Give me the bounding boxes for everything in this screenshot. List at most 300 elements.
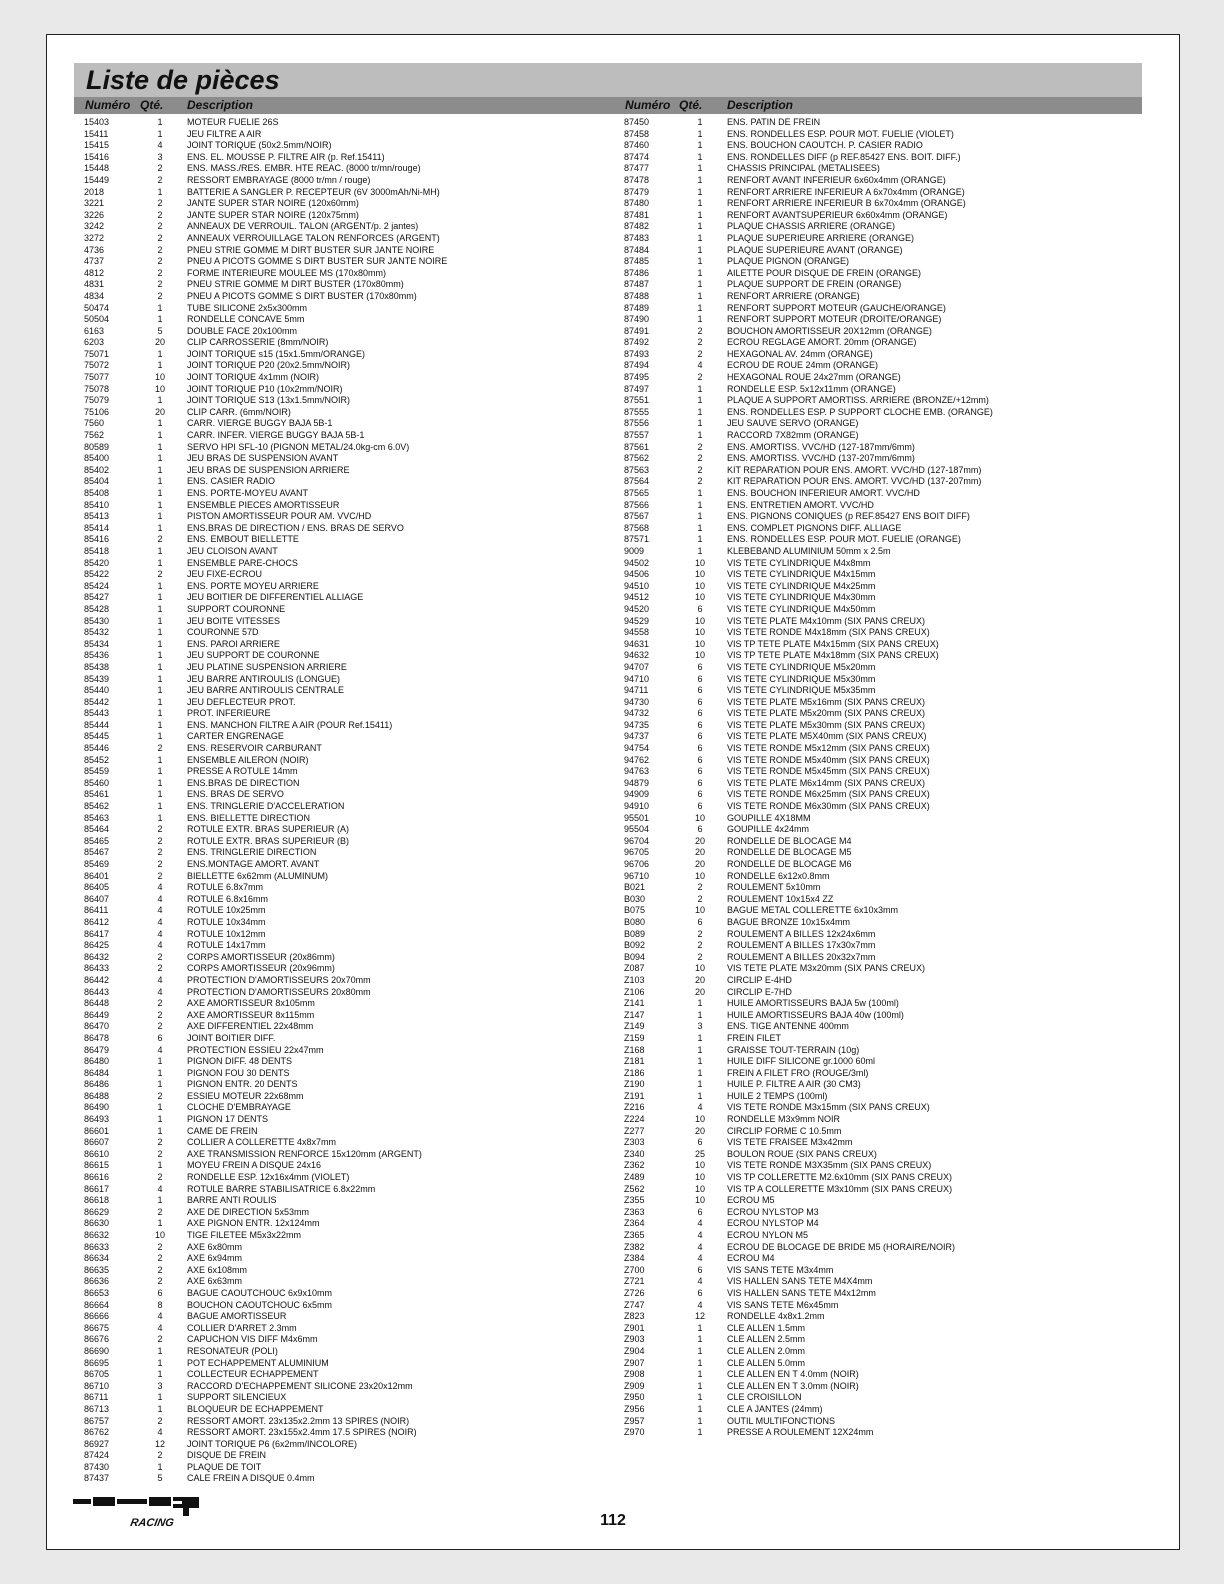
part-number: Z726	[624, 1287, 645, 1298]
part-description: JOINT BOITIER DIFF.	[187, 1032, 276, 1043]
part-row	[624, 337, 1144, 349]
part-row	[84, 1045, 584, 1057]
part-description: ENS. RONDELLES DIFF (p REF.85427 ENS. BOIT. DIFF.)	[727, 151, 961, 162]
part-description: ESSIEU MOTEUR 22x68mm	[187, 1090, 304, 1101]
part-quantity: 2	[157, 951, 163, 962]
part-description: HUILE P. FILTRE A AIR (30 CM3)	[727, 1079, 861, 1090]
part-row	[624, 233, 1144, 245]
part-row	[84, 256, 584, 268]
part-quantity: 10	[694, 1195, 705, 1206]
part-description: TUBE SILICONE 2x5x300mm	[187, 302, 308, 313]
part-description: RONDELLE CONCAVE 5mm	[187, 314, 305, 325]
part-quantity: 6	[697, 673, 703, 684]
part-row	[84, 1126, 584, 1138]
part-row	[624, 291, 1144, 303]
part-number: Z700	[624, 1264, 645, 1275]
part-row	[624, 476, 1144, 488]
part-description: BAGUE AMORTISSEUR	[187, 1311, 287, 1322]
part-description: ROTULE 10x12mm	[187, 928, 266, 939]
part-description: JEU BOITE VITESSES	[187, 615, 281, 626]
part-row	[84, 1102, 584, 1114]
part-number: 86710	[84, 1380, 110, 1391]
part-description: RONDELLE DE BLOCAGE M4	[727, 835, 852, 846]
part-number: 86711	[84, 1392, 109, 1403]
part-row	[624, 1404, 1144, 1416]
part-number: 96704	[624, 835, 650, 846]
part-row	[624, 836, 1144, 848]
part-description: GOUPILLE 4x24mm	[727, 824, 810, 835]
column-header-bar	[74, 97, 1142, 114]
part-number: 94910	[624, 801, 650, 812]
part-row	[84, 1288, 584, 1300]
part-quantity: 1	[157, 661, 163, 672]
part-row	[624, 789, 1144, 801]
part-description: PLAQUE CHASSIS ARRIERE (ORANGE)	[727, 221, 896, 232]
part-quantity: 1	[697, 174, 703, 185]
part-quantity: 2	[157, 198, 163, 209]
part-description: VIS TETE PLATE M5x20mm (SIX PANS CREUX)	[727, 708, 926, 719]
part-number: 86433	[84, 963, 110, 974]
part-number: 86407	[84, 893, 110, 904]
part-number: 4812	[84, 267, 105, 278]
part-description: ENS. PORTE MOYEU ARRIERE	[187, 580, 319, 591]
part-row	[84, 616, 584, 628]
part-row	[84, 198, 584, 210]
header-num-right: Numéro	[625, 98, 671, 112]
part-number: 86479	[84, 1044, 110, 1055]
part-description: PNEU A PICOTS GOMME S DIRT BUSTER SUR JANTE NOIRE	[187, 256, 448, 267]
part-number: 86666	[84, 1311, 110, 1322]
part-number: 87494	[624, 360, 650, 371]
part-row	[84, 731, 584, 743]
part-row	[624, 268, 1144, 280]
part-quantity: 2	[157, 1450, 163, 1461]
part-description: ROTULE EXTR. BRAS SUPERIEUR (A)	[187, 824, 350, 835]
part-quantity: 1	[157, 1218, 163, 1229]
part-description: VIS TETE RONDE M6x30mm (SIX PANS CREUX)	[727, 801, 930, 812]
part-row	[624, 117, 1144, 129]
part-row	[624, 755, 1144, 767]
part-description: PIGNON 17 DENTS	[187, 1114, 269, 1125]
part-quantity: 6	[697, 731, 703, 742]
part-quantity: 2	[157, 743, 163, 754]
part-row	[624, 1288, 1144, 1300]
part-description: ENS. BRAS DE SERVO	[187, 789, 284, 800]
part-row	[624, 697, 1144, 709]
part-description: CARR. INFER. VIERGE BUGGY BAJA 5B-1	[187, 430, 365, 441]
part-row	[84, 998, 584, 1010]
part-description: ENS. BOUCHON INFERIEUR AMORT. VVC/HD	[727, 488, 920, 498]
part-row	[84, 975, 584, 987]
part-number: 94558	[624, 627, 650, 638]
part-description: ENS. AMORTISS. VVC/HD (127-187mm/6mm)	[727, 441, 915, 452]
part-description: VIS TETE CYLINDRIQUE M4x50mm	[727, 603, 876, 614]
part-row	[84, 546, 584, 558]
part-quantity: 4	[697, 1230, 703, 1240]
part-description: ECROU M4	[727, 1253, 775, 1264]
part-number: 94512	[624, 592, 650, 603]
part-row	[624, 662, 1144, 674]
part-number: 85436	[84, 650, 110, 661]
part-number: 75078	[84, 383, 110, 394]
part-description: JOINT TORIQUE P20 (20x2.5mm/NOIR)	[187, 360, 351, 371]
part-row	[84, 1334, 584, 1346]
part-quantity: 1	[157, 186, 163, 197]
part-number: 94520	[624, 603, 650, 614]
part-description: BIELLETTE 6x62mm (ALUMINUM)	[187, 870, 329, 881]
part-description: CAME DE FREIN	[187, 1125, 258, 1136]
part-number: 85452	[84, 754, 110, 765]
part-row	[84, 1276, 584, 1288]
part-row	[84, 766, 584, 778]
part-quantity: 6	[697, 1206, 703, 1217]
part-row	[624, 326, 1144, 338]
part-number: B092	[624, 940, 646, 951]
part-quantity: 3	[157, 151, 163, 162]
part-quantity: 4	[157, 1427, 163, 1438]
part-number: 86635	[84, 1264, 110, 1275]
part-quantity: 4	[157, 940, 163, 951]
part-quantity: 4	[697, 360, 703, 371]
part-quantity: 1	[697, 198, 703, 209]
part-description: RONDELLE M3x9mm NOIR	[727, 1114, 841, 1125]
parts-list-left	[84, 117, 584, 1485]
part-description: ROULEMENT A BILLES 17x30x7mm	[727, 940, 876, 951]
part-row	[624, 813, 1144, 825]
part-number: 94754	[624, 743, 650, 754]
part-number: 85430	[84, 615, 110, 626]
part-description: HUILE DIFF SILICONE gr.1000 60ml	[727, 1056, 876, 1067]
part-description: RENFORT AVANT INFERIEUR 6x60x4mm (ORANGE)	[727, 174, 946, 185]
part-quantity: 20	[694, 859, 705, 869]
part-row	[624, 627, 1144, 639]
part-quantity: 2	[697, 348, 703, 359]
part-description: CIRCLIP E-4HD	[727, 974, 792, 985]
part-quantity: 1	[697, 1392, 703, 1403]
part-row	[624, 963, 1144, 975]
part-row	[84, 303, 584, 315]
part-description: ENS. TRINGLERIE D'ACCELERATION	[187, 801, 345, 812]
part-description: JOINT TORIQUE P6 (6x2mm/INCOLORE)	[187, 1438, 358, 1449]
part-row	[84, 1056, 584, 1068]
part-quantity: 2	[157, 963, 163, 974]
part-number: 87557	[624, 430, 650, 441]
part-description: PLAQUE SUPPORT DE FREIN (ORANGE)	[727, 279, 902, 290]
part-quantity: 1	[697, 209, 703, 220]
part-description: TIGE FILETEE M5x3x22mm	[187, 1230, 302, 1240]
part-number: 87460	[624, 140, 650, 151]
part-row	[624, 1102, 1144, 1114]
part-row	[84, 685, 584, 697]
part-quantity: 1	[157, 615, 163, 626]
part-description: ECROU NYLSTOP M4	[727, 1218, 819, 1229]
part-row	[624, 1184, 1144, 1196]
part-quantity: 1	[157, 731, 163, 742]
part-description: PNEU STRIE GOMME M DIRT BUSTER (170x80mm)	[187, 279, 404, 290]
part-row	[84, 1114, 584, 1126]
part-quantity: 1	[157, 499, 163, 510]
part-number: 3272	[84, 232, 105, 243]
part-description: ENS. COMPLET PIGNONS DIFF. ALLIAGE	[727, 522, 902, 533]
part-row	[84, 581, 584, 593]
part-number: 85462	[84, 801, 110, 812]
part-number: 86695	[84, 1357, 110, 1368]
part-quantity: 20	[694, 847, 705, 858]
page-number: 112	[600, 1512, 626, 1529]
part-quantity: 10	[694, 627, 705, 638]
part-number: Z904	[624, 1345, 645, 1356]
part-description: PROTECTION ESSIEU 22x47mm	[187, 1044, 324, 1055]
part-number: 86610	[84, 1148, 110, 1159]
part-quantity: 1	[157, 117, 163, 127]
part-quantity: 2	[697, 476, 703, 487]
part-number: 87488	[624, 290, 650, 301]
part-number: Z950	[624, 1392, 645, 1403]
part-number: 86690	[84, 1345, 110, 1356]
part-quantity: 1	[697, 302, 703, 313]
part-quantity: 4	[697, 1299, 703, 1310]
part-number: B075	[624, 905, 646, 916]
part-description: BAGUE CAOUTCHOUC 6x9x10mm	[187, 1287, 333, 1298]
part-number: 85434	[84, 638, 110, 649]
part-description: VIS TETE PLATE M5x30mm (SIX PANS CREUX)	[727, 719, 926, 730]
part-description: RESSORT AMORT. 23x155x2.4mm 17.5 SPIRES (NOIR)	[187, 1427, 417, 1438]
part-row	[624, 245, 1144, 257]
part-row	[84, 627, 584, 639]
part-description: CLE ALLEN EN T 3.0mm (NOIR)	[727, 1380, 859, 1391]
part-row	[624, 650, 1144, 662]
part-number: 87571	[624, 534, 650, 545]
part-description: PNEU STRIE GOMME M DIRT BUSTER SUR JANTE NOIRE	[187, 244, 435, 255]
part-row	[84, 152, 584, 164]
part-quantity: 2	[157, 824, 163, 835]
part-description: JANTE SUPER STAR NOIRE (120x75mm)	[187, 209, 359, 220]
part-number: Z382	[624, 1241, 645, 1252]
part-description: SERVO HPI SFL-10 (PIGNON METAL/24.0kg-cm 6.0V)	[187, 441, 410, 452]
part-row	[624, 987, 1144, 999]
part-row	[624, 511, 1144, 523]
part-quantity: 10	[694, 650, 705, 661]
part-quantity: 4	[157, 905, 163, 916]
part-description: VIS TETE CYLINDRIQUE M5x20mm	[727, 661, 876, 672]
part-description: JEU BRAS DE SUSPENSION ARRIERE	[187, 464, 350, 475]
part-number: 94510	[624, 580, 650, 591]
part-number: 85418	[84, 545, 110, 556]
part-number: 86449	[84, 1009, 110, 1020]
part-quantity: 1	[157, 812, 163, 823]
part-description: ROTULE 14x17mm	[187, 940, 266, 951]
part-quantity: 20	[154, 337, 165, 348]
part-description: HUILE 2 TEMPS (100ml)	[727, 1090, 828, 1101]
part-quantity: 1	[697, 256, 703, 267]
part-description: AXE 6x108mm	[187, 1264, 248, 1275]
part-row	[84, 1381, 584, 1393]
part-number: 94763	[624, 766, 650, 777]
part-number: Z103	[624, 974, 645, 985]
header-num-left: Numéro	[85, 98, 131, 112]
part-row	[624, 940, 1144, 952]
part-quantity: 2	[697, 893, 703, 904]
part-row	[84, 1010, 584, 1022]
part-row	[624, 1334, 1144, 1346]
part-row	[624, 1149, 1144, 1161]
part-number: 86405	[84, 882, 110, 893]
part-description: PROT. INFERIEURE	[187, 708, 271, 719]
part-row	[84, 708, 584, 720]
part-description: ANNEAUX DE VERROUIL. TALON (ARGENT/p. 2 jantes)	[187, 221, 419, 232]
part-quantity: 1	[697, 488, 703, 498]
part-number: 86448	[84, 998, 110, 1009]
part-row	[624, 1242, 1144, 1254]
part-row	[624, 1311, 1144, 1323]
part-description: VIS TP A COLLERETTE M3x10mm (SIX PANS CREUX)	[727, 1183, 953, 1194]
part-row	[624, 546, 1144, 558]
part-number: 3226	[84, 209, 105, 220]
part-number: 85463	[84, 812, 110, 823]
part-number: 87489	[624, 302, 650, 313]
part-description: HUILE AMORTISSEURS BAJA 40w (100ml)	[727, 1009, 904, 1020]
part-quantity: 20	[694, 1125, 705, 1136]
part-number: 86470	[84, 1021, 110, 1032]
part-row	[624, 442, 1144, 454]
part-description: ENS.BRAS DE DIRECTION / ENS. BRAS DE SERVO	[187, 522, 404, 533]
part-description: ENS. PAROI ARRIERE	[187, 638, 280, 649]
part-quantity: 1	[697, 511, 703, 522]
part-row	[84, 1311, 584, 1323]
part-quantity: 10	[694, 580, 705, 591]
part-quantity: 1	[697, 406, 703, 417]
part-quantity: 1	[697, 163, 703, 174]
part-description: SUPPORT SILENCIEUX	[187, 1392, 287, 1403]
part-quantity: 1	[697, 244, 703, 255]
part-number: 86478	[84, 1032, 110, 1043]
part-quantity: 2	[157, 279, 163, 290]
part-row	[624, 929, 1144, 941]
part-row	[84, 1265, 584, 1277]
part-description: ROTULE 6.8x7mm	[187, 882, 264, 893]
part-number: Z190	[624, 1079, 645, 1090]
part-row	[84, 430, 584, 442]
part-number: 87487	[624, 279, 650, 290]
part-description: RONDELLE 4x8x1.2mm	[727, 1311, 825, 1322]
part-number: 94502	[624, 557, 650, 568]
part-description: RESONATEUR (POLI)	[187, 1345, 278, 1356]
part-number: 94506	[624, 569, 650, 580]
part-description: PRESSE A ROULEMENT 12X24mm	[727, 1427, 874, 1438]
part-quantity: 6	[697, 696, 703, 707]
part-description: BOUCHON AMORTISSEUR 20X12mm (ORANGE)	[727, 325, 932, 336]
part-description: PIGNON FOU 30 DENTS	[187, 1067, 290, 1078]
part-row	[84, 1218, 584, 1230]
part-number: 87424	[84, 1450, 110, 1461]
part-description: COURONNE 57D	[187, 627, 259, 638]
part-row	[84, 140, 584, 152]
part-description: ECROU DE ROUE 24mm (ORANGE)	[727, 360, 879, 371]
part-quantity: 6	[697, 685, 703, 696]
part-number: Z186	[624, 1067, 645, 1078]
part-row	[84, 963, 584, 975]
part-row	[84, 442, 584, 454]
part-quantity: 10	[694, 870, 705, 881]
part-description: RACCORD 7X82mm (ORANGE)	[727, 430, 859, 441]
part-quantity: 10	[154, 383, 165, 394]
part-row	[624, 129, 1144, 141]
part-description: VIS TETE PLATE M5X40mm (SIX PANS CREUX)	[727, 731, 927, 742]
part-row	[84, 407, 584, 419]
part-quantity: 4	[157, 882, 163, 893]
part-number: 87477	[624, 163, 650, 174]
part-row	[84, 697, 584, 709]
part-quantity: 1	[697, 418, 703, 429]
part-row	[624, 314, 1144, 326]
part-number: 15416	[84, 151, 110, 162]
part-description: AXE 6x63mm	[187, 1276, 243, 1287]
part-row	[624, 163, 1144, 175]
part-number: 15448	[84, 163, 110, 174]
part-row	[624, 581, 1144, 593]
part-number: Z562	[624, 1183, 645, 1194]
part-description: ENS. BOUCHON CAOUTCH. P. CASIER RADIO	[727, 140, 923, 151]
part-quantity: 10	[694, 1183, 705, 1194]
part-description: PROTECTION D'AMORTISSEURS 20x70mm	[187, 974, 371, 985]
part-number: 87561	[624, 441, 650, 452]
part-quantity: 6	[697, 1287, 703, 1298]
part-row	[84, 233, 584, 245]
part-quantity: 20	[694, 974, 705, 985]
part-number: 85439	[84, 673, 110, 684]
part-description: VIS TETE CYLINDRIQUE M4x15mm	[727, 569, 876, 580]
part-description: RESSORT AMORT. 23x135x2.2mm 13 SPIRES (NOIR)	[187, 1415, 410, 1426]
part-row	[84, 175, 584, 187]
part-description: PLAQUE SUPERIEURE ARRIERE (ORANGE)	[727, 232, 915, 243]
part-number: Z363	[624, 1206, 645, 1217]
part-quantity: 1	[157, 1403, 163, 1414]
part-quantity: 20	[694, 835, 705, 846]
part-row	[84, 1149, 584, 1161]
part-quantity: 2	[157, 256, 163, 267]
part-number: 85438	[84, 661, 110, 672]
part-description: ECROU NYLON M5	[727, 1230, 809, 1240]
part-quantity: 1	[157, 1160, 163, 1171]
part-row	[84, 360, 584, 372]
part-number: 87486	[624, 267, 650, 278]
part-row	[84, 500, 584, 512]
part-description: ENS.MONTAGE AMORT. AVANT	[187, 859, 320, 869]
part-description: PLAQUE SUPERIEURE AVANT (ORANGE)	[727, 244, 903, 255]
part-description: ECROU M5	[727, 1195, 775, 1206]
part-row	[624, 372, 1144, 384]
part-quantity: 20	[154, 406, 165, 417]
part-quantity: 6	[157, 1032, 163, 1043]
part-row	[624, 1056, 1144, 1068]
part-quantity: 1	[157, 128, 163, 139]
part-description: OUTIL MULTIFONCTIONS	[727, 1415, 835, 1426]
part-number: 95501	[624, 812, 650, 823]
part-row	[624, 1265, 1144, 1277]
part-row	[624, 720, 1144, 732]
part-row	[84, 859, 584, 871]
part-description: ROTULE 10x34mm	[187, 916, 266, 927]
part-row	[624, 882, 1144, 894]
part-quantity: 10	[694, 905, 705, 916]
part-description: FORME INTERIEURE MOULEE MS (170x80mm)	[187, 267, 387, 278]
part-number: 87491	[624, 325, 650, 336]
part-quantity: 6	[697, 766, 703, 777]
part-row	[84, 511, 584, 523]
part-number: 85414	[84, 522, 110, 533]
part-number: 96705	[624, 847, 650, 858]
part-row	[624, 731, 1144, 743]
